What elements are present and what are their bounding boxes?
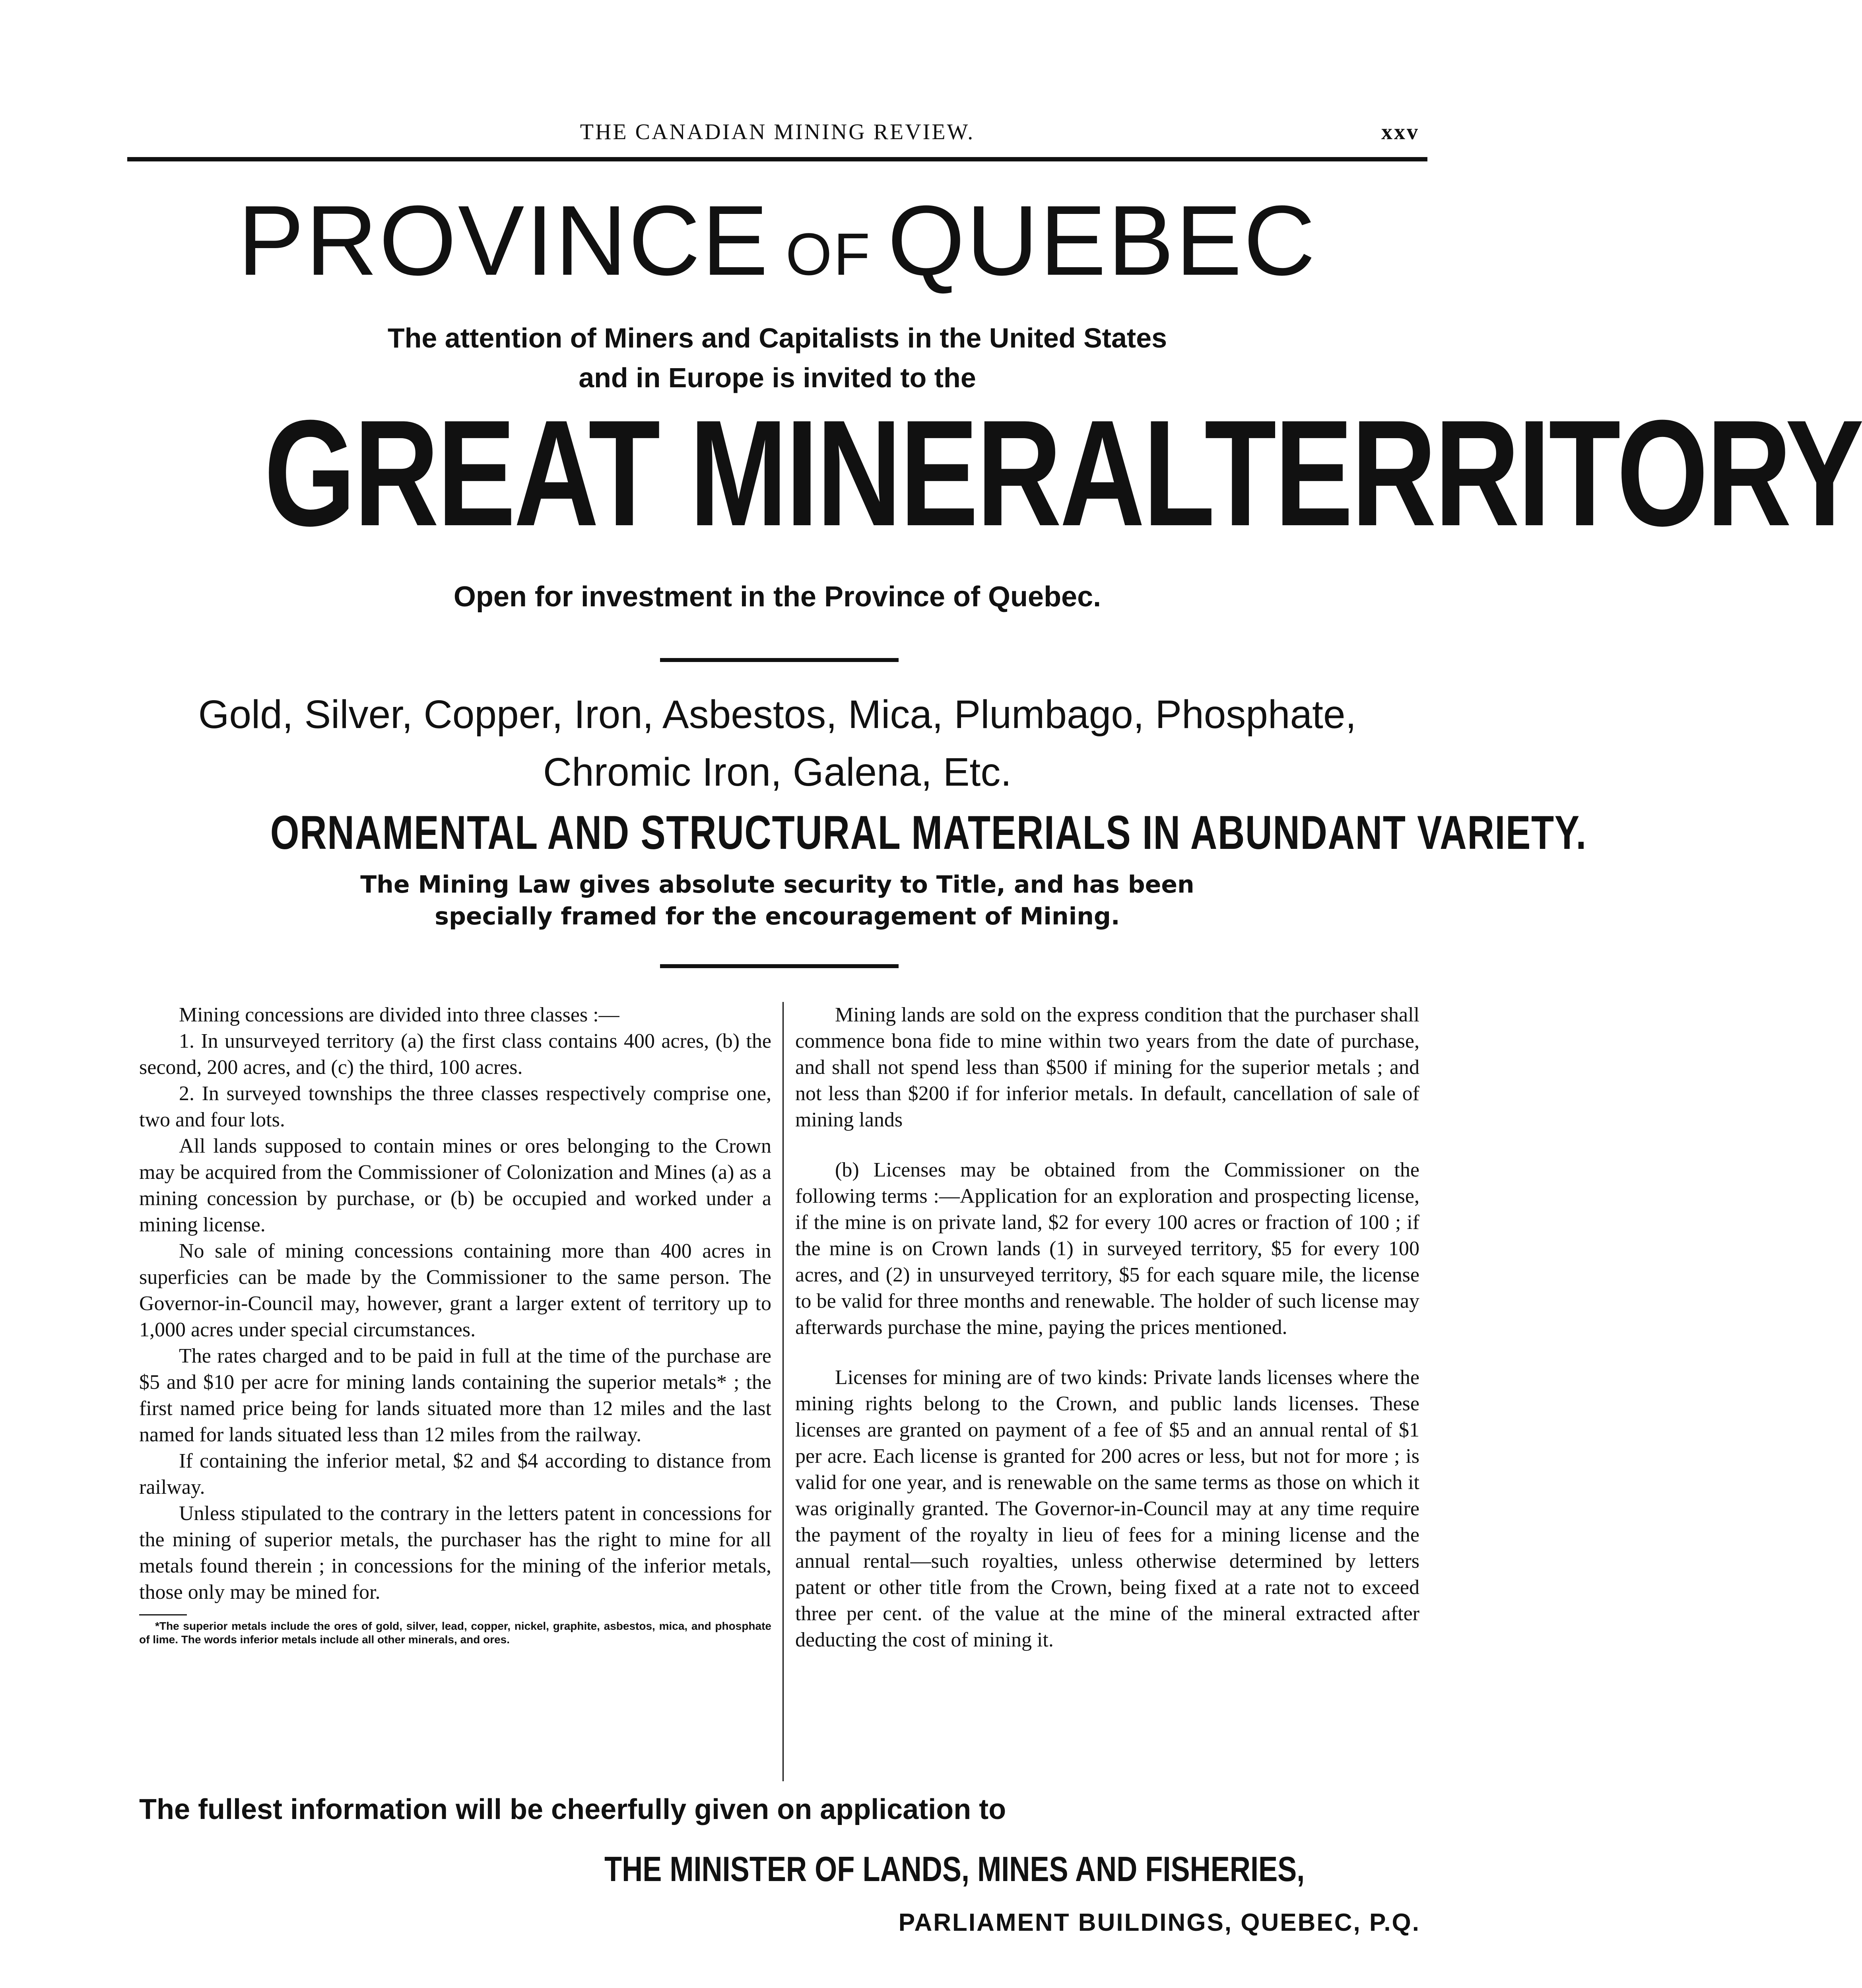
ornamental-heading: ORNAMENTAL AND STRUCTURAL MATERIALS IN ABUNDANT VARIETY. (270, 806, 1587, 859)
great-mineral-territory-heading: GREAT MINERALTERRITORY (264, 388, 1862, 557)
minerals-list (127, 686, 1427, 801)
mining-law-line-1: The Mining Law gives absolute security to Title, and has been (360, 871, 1194, 899)
fullest-information: The fullest information will be cheerfully given on application to (139, 1794, 1006, 1825)
left-paragraph: If containing the inferior metal, $2 and $4 according to distance from railway. (139, 1450, 771, 1499)
left-paragraph: 1. In unsurveyed territory (a) the first class contains 400 acres, (b) the second, 200 acres, and (c) the third, 100 acres. (139, 1030, 771, 1079)
page-number: xxv (1381, 120, 1419, 144)
of-word: OF (785, 221, 872, 287)
divider-rule-2 (660, 964, 899, 968)
header-rule (127, 157, 1427, 161)
open-for-investment: Open for investment in the Province of Quebec. (453, 581, 1101, 613)
left-paragraph: 2. In surveyed townships the three classes respectively comprise one, two and four lots. (139, 1082, 771, 1131)
left-paragraph: Unless stipulated to the contrary in the letters patent in concessions for the mining of superior metals, the purchaser has the right to mine for all metals found therein ; in concessions for the mining of the inferior metals, those only may be mined for. (139, 1502, 771, 1604)
intro-line-2: and in Europe is invited to the (579, 362, 976, 393)
quebec-word: QUEBEC (887, 185, 1317, 296)
right-paragraph: Mining lands are sold on the express condition that the purchaser shall commence bona fide to mine within two years from the date of purchase, and shall not spend less than $500 if mining for the superior metals ; and not less than $200 if for inferior metals. In default, cancellation of sale of mining lands (795, 1004, 1419, 1131)
minerals-line-2: Chromic Iron, Galena, Etc. (543, 750, 1012, 794)
left-paragraph: Mining concessions are divided into three classes :— (179, 1004, 619, 1026)
left-column (139, 1002, 771, 1646)
intro-line-1: The attention of Miners and Capitalists in the United States (387, 322, 1167, 353)
province-word: PROVINCE (238, 185, 770, 296)
column-divider (782, 1002, 784, 1781)
right-paragraph: (b) Licenses may be obtained from the Commissioner on the following terms :—Application for an exploration and prospecting license, if the mine is on private land, $2 for every 100 acres or fraction of 100 ; if the mine is on Crown lands (1) in surveyed territory, $5 for every 100 acres, and (2) in unsurveyed territory, $5 for each square mile, the license to be valid for three months and renewable. The holder of such license may afterwards purchase the mine, paying the prices mentioned. (795, 1159, 1419, 1339)
address-line: PARLIAMENT BUILDINGS, QUEBEC, P.Q. (898, 1909, 1420, 1936)
right-paragraph: Licenses for mining are of two kinds: Private lands licenses where the mining rights belong to the Crown, and public lands licenses. These licenses are granted on payment of a fee of $5 and an annual rental of $1 per acre. Each license is granted for 200 acres or less, but not for more ; is valid for one year, and is renewable on the same terms as those on which it was originally granted. The Governor-in-Council may at any time require the payment of the royalty in lieu of fees for a mining license and the annual rental—such royalties, unless otherwise determined by letters patent or other title from the Crown, being fixed at a rate not to exceed three per cent. of the value at the mine of the mineral extracted after deducting the cost of mining it. (795, 1366, 1419, 1651)
mining-law-line-2: specially framed for the encouragement of Mining. (435, 903, 1120, 930)
left-paragraph: All lands supposed to contain mines or ores belonging to the Crown may be acquired from the Commissioner of Colonization and Mines (a) as a mining concession by purchase, or (b) be occupied and worked under a mining license. (139, 1135, 771, 1236)
right-column (795, 1002, 1419, 1677)
journal-title: THE CANADIAN MINING REVIEW. (580, 120, 975, 144)
running-head (135, 119, 1419, 151)
footnote-rule (139, 1614, 187, 1615)
minerals-line-1: Gold, Silver, Copper, Iron, Asbestos, Mica, Plumbago, Phosphate, (198, 692, 1357, 737)
left-paragraph: No sale of mining concessions containing more than 400 acres in superficies can be made by the Commissioner to the same person. The Governor-in-Council may, however, grant a larger extent of territory up to 1,000 acres under special circumstances. (139, 1240, 771, 1341)
divider-rule-1 (660, 658, 899, 662)
footnote: *The superior metals include the ores of gold, silver, lead, copper, nickel, graphite, asbestos, mica, and phosphate of lime. The words inferior metals include all other minerals, and ores. (139, 1620, 771, 1646)
left-paragraph: The rates charged and to be paid in full at the time of the purchase are $5 and $10 per acre for mining lands containing the superior metals* ; the first named price being for lands situated more than 12 miles and the last named for lands situated less than 12 miles from the railway. (139, 1345, 771, 1446)
province-heading (127, 185, 1427, 296)
intro-text (127, 318, 1427, 398)
mining-law-statement (127, 869, 1427, 932)
minister-title: THE MINISTER OF LANDS, MINES AND FISHERIES, (604, 1849, 1305, 1889)
